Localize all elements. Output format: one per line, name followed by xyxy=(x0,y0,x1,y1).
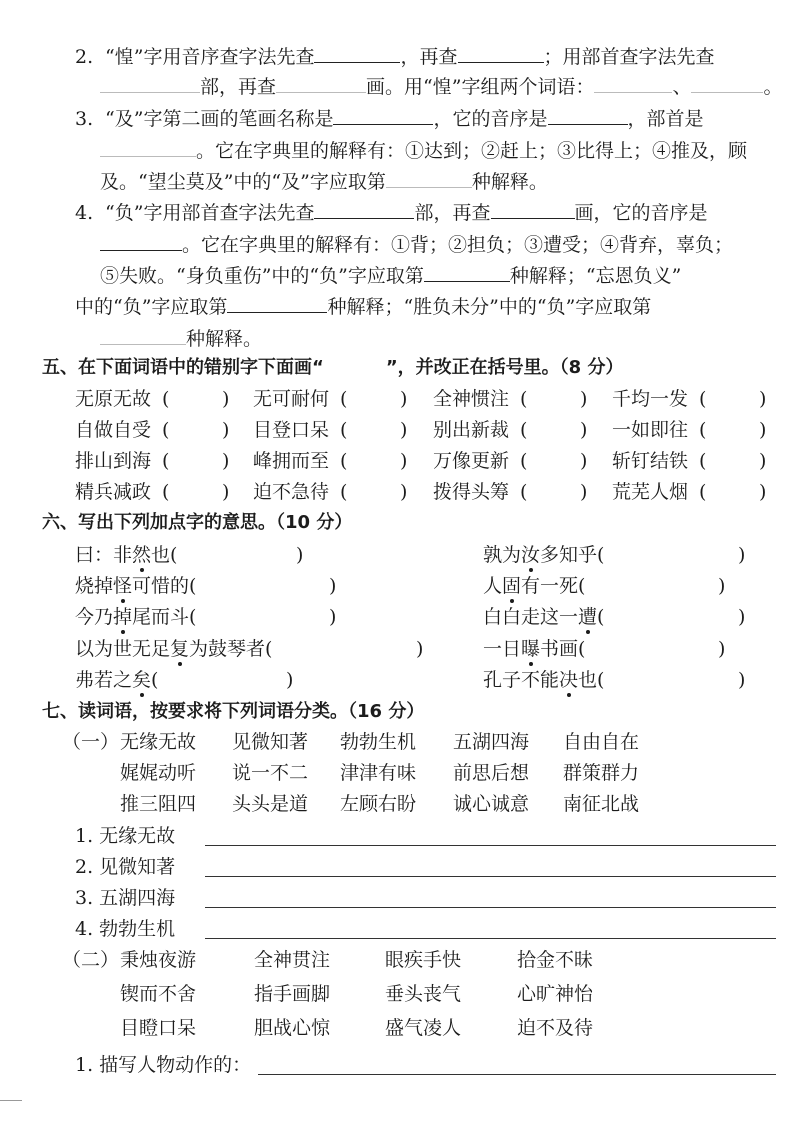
word-bank-item: 诚心诚意 xyxy=(453,793,530,815)
error-word: 斩钉结铁 xyxy=(612,450,689,472)
meaning-slot[interactable] xyxy=(658,607,734,627)
open-paren: ( xyxy=(578,575,586,597)
word-bank-item: 拾金不昧 xyxy=(517,949,594,971)
q4-text: ⑤失败。“身负重伤”中的“负”字应取第 xyxy=(100,265,424,287)
q4-text: 画，它的音序是 xyxy=(574,202,708,224)
open-paren: ( xyxy=(162,481,170,503)
meaning-slot[interactable] xyxy=(206,670,282,690)
answer-line[interactable] xyxy=(258,1074,776,1075)
answer-slot[interactable] xyxy=(350,420,398,440)
phrase xyxy=(75,668,158,692)
phrase xyxy=(483,605,604,629)
error-word: 目登口呆 xyxy=(253,419,330,441)
dotted-char: 固 xyxy=(502,575,522,597)
q4-number: 4. xyxy=(75,202,94,224)
word-bank-item: 胆战心惊 xyxy=(254,1017,331,1039)
meaning-slot[interactable] xyxy=(249,607,325,627)
word-bank-item: 眼疾手快 xyxy=(385,949,462,971)
meaning-slot[interactable] xyxy=(658,670,734,690)
q4-text: 种解释；“胜负未分”中的“负”字应取第 xyxy=(327,296,652,318)
open-paren: ( xyxy=(520,419,528,441)
open-paren: ( xyxy=(699,481,707,503)
q3-text: 及。“望尘莫及”中的“及”字应取第 xyxy=(100,171,386,193)
q4-line-4 xyxy=(75,294,651,319)
q2-blank-word-2[interactable] xyxy=(691,74,763,93)
error-word: 荒芜人烟 xyxy=(612,481,689,503)
q4-text: 种解释；“忘恩负义” xyxy=(509,265,682,287)
answer-slot[interactable] xyxy=(709,482,757,502)
answer-line[interactable] xyxy=(205,876,776,877)
word-bank-item: 指手画脚 xyxy=(254,983,331,1005)
phrase-text: 以为世无足 xyxy=(75,638,171,660)
answer-line[interactable] xyxy=(205,845,776,846)
word-bank-item: 盛气凌人 xyxy=(385,1017,462,1039)
word-bank-item: 头头是道 xyxy=(232,793,309,815)
answer-slot[interactable] xyxy=(172,451,220,471)
q2-line-1 xyxy=(75,44,715,69)
error-word: 无可耐何 xyxy=(253,388,330,410)
close-paren: ) xyxy=(759,419,767,441)
phrase-text: 也 xyxy=(578,669,598,691)
q2-text: “惶”字用音序查字法先查 xyxy=(105,46,315,68)
close-paren: ) xyxy=(759,450,767,472)
close-paren: ) xyxy=(329,606,337,628)
dotted-char: 汝 xyxy=(521,544,541,566)
close-paren: ) xyxy=(400,481,408,503)
error-word: 迫不急待 xyxy=(253,481,330,503)
close-paren: ) xyxy=(738,606,746,628)
close-paren: ) xyxy=(222,481,230,503)
category-label: 1. 无缘无故 xyxy=(75,825,176,847)
word-bank-item: 前思后想 xyxy=(453,762,530,784)
q2-blank-syllable[interactable] xyxy=(458,44,544,63)
dotted-char: 曝 xyxy=(521,638,541,660)
close-paren: ) xyxy=(580,419,588,441)
close-paren: ) xyxy=(222,450,230,472)
error-word: 一如即往 xyxy=(612,419,689,441)
open-paren: ( xyxy=(265,638,273,660)
answer-line[interactable] xyxy=(205,907,776,908)
error-word: 别出新裁 xyxy=(433,419,510,441)
open-paren: ( xyxy=(340,419,348,441)
phrase-text: 白白走这一 xyxy=(483,606,579,628)
answer-slot[interactable] xyxy=(350,389,398,409)
error-word: 峰拥而至 xyxy=(253,450,330,472)
error-word: 万像更新 xyxy=(433,450,510,472)
error-word: 全神惯注 xyxy=(433,388,510,410)
q3-blank-pinyin[interactable] xyxy=(548,106,628,125)
phrase-text: 书画 xyxy=(540,638,579,660)
meaning-slot[interactable] xyxy=(249,576,325,596)
phrase xyxy=(75,574,196,598)
q3-blank-meaning[interactable] xyxy=(386,169,472,188)
q2-blank-pinyin[interactable] xyxy=(314,44,400,63)
category-label: 1. 描写人物动作的： xyxy=(75,1054,252,1076)
q4-blank-strokes[interactable] xyxy=(491,200,575,219)
q4-line-5 xyxy=(100,326,262,351)
word-bank-item: 秉烛夜游 xyxy=(120,949,197,971)
phrase-text: 一日 xyxy=(483,638,522,660)
q3-text: “及”字第二画的笔画名称是 xyxy=(105,108,334,130)
word-bank-item: 见微知著 xyxy=(232,731,309,753)
q4-line-2 xyxy=(100,232,733,257)
q4-blank-meaning-2[interactable] xyxy=(227,294,327,313)
q4-text: “负”字用部首查字法先查 xyxy=(105,202,315,224)
part-2-category-1 xyxy=(75,1053,251,1077)
dotted-char: 然 xyxy=(132,544,152,566)
open-paren: ( xyxy=(520,450,528,472)
q2-text: ；用部首查字法先查 xyxy=(543,46,715,68)
word-bank-item: 娓娓动听 xyxy=(120,762,197,784)
dotted-char: 矣 xyxy=(132,669,152,691)
open-paren: ( xyxy=(162,419,170,441)
q2-text: 。 xyxy=(763,76,783,98)
meaning-slot[interactable] xyxy=(638,639,714,659)
meaning-slot[interactable] xyxy=(216,545,292,565)
q4-blank-meaning-3[interactable] xyxy=(100,326,186,345)
phrase-text: 烧掉 xyxy=(75,575,114,597)
section-5-title xyxy=(42,356,623,380)
q3-line-1 xyxy=(75,106,704,131)
phrase-text: 曰：非 xyxy=(75,544,133,566)
q3-text: ，部首是 xyxy=(627,108,704,130)
open-paren: ( xyxy=(699,419,707,441)
close-paren: ) xyxy=(580,450,588,472)
q4-blank-radical[interactable] xyxy=(314,200,414,219)
answer-slot[interactable] xyxy=(530,420,578,440)
open-paren: ( xyxy=(520,388,528,410)
phrase xyxy=(483,574,585,598)
phrase-text: 弗若之 xyxy=(75,669,133,691)
phrase-text: 多知乎 xyxy=(540,544,598,566)
q4-blank-meaning-1[interactable] xyxy=(424,263,510,282)
answer-slot[interactable] xyxy=(530,482,578,502)
phrase xyxy=(75,605,196,629)
dotted-char: 掉 xyxy=(113,606,133,628)
close-paren: ) xyxy=(400,419,408,441)
open-paren: ( xyxy=(340,388,348,410)
word-bank-item: 南征北战 xyxy=(563,793,640,815)
dotted-char: 遭 xyxy=(578,606,598,628)
close-paren: ) xyxy=(718,575,726,597)
close-paren: ) xyxy=(296,544,304,566)
answer-slot[interactable] xyxy=(709,420,757,440)
word-bank-item: 群策群力 xyxy=(563,762,640,784)
q4-text: 中的“负”字应取第 xyxy=(75,296,228,318)
answer-slot[interactable] xyxy=(172,482,220,502)
open-paren: ( xyxy=(189,606,197,628)
category-label: 4. 勃勃生机 xyxy=(75,918,176,940)
answer-line[interactable] xyxy=(205,938,776,939)
close-paren: ) xyxy=(400,388,408,410)
word-bank-item: 自由自在 xyxy=(563,731,640,753)
q3-line-2 xyxy=(100,138,747,163)
q2-number: 2. xyxy=(75,46,94,68)
error-word: 自做自受 xyxy=(75,419,152,441)
q2-text: 部，再查 xyxy=(200,76,277,98)
word-bank-item: 推三阻四 xyxy=(120,793,197,815)
close-paren: ) xyxy=(738,544,746,566)
q2-line-2 xyxy=(100,74,782,99)
category-label: 3. 五湖四海 xyxy=(75,887,176,909)
word-bank-item: 津津有味 xyxy=(340,762,417,784)
word-bank-item: 左顾右盼 xyxy=(340,793,417,815)
word-bank-item: 说一不二 xyxy=(232,762,309,784)
q4-text: 种解释。 xyxy=(186,328,263,350)
answer-slot[interactable] xyxy=(709,451,757,471)
phrase xyxy=(75,543,177,567)
q4-text: 。它在字典里的解释有：①背；②担负；③遭受；④背弃，辜负； xyxy=(182,234,734,256)
part-2-label: （二） xyxy=(62,949,120,971)
phrase-text: 有一死 xyxy=(521,575,579,597)
dotted-char: 怪 xyxy=(113,575,133,597)
open-paren: ( xyxy=(578,638,586,660)
meaning-slot[interactable] xyxy=(638,576,714,596)
part-1-label: （一） xyxy=(62,731,120,753)
q3-number: 3. xyxy=(75,108,94,130)
open-paren: ( xyxy=(170,544,178,566)
phrase-text: 可惜的 xyxy=(132,575,190,597)
error-word: 无原无故 xyxy=(75,388,152,410)
word-bank-item: 五湖四海 xyxy=(453,731,530,753)
answer-slot[interactable] xyxy=(350,451,398,471)
meaning-slot[interactable] xyxy=(336,639,412,659)
close-paren: ) xyxy=(400,450,408,472)
phrase-text: 今乃 xyxy=(75,606,114,628)
phrase-text: 尾而斗 xyxy=(132,606,190,628)
q3-text: 。它在字典里的解释有：①达到；②赶上；③比得上；④推及，顾 xyxy=(196,140,748,162)
open-paren: ( xyxy=(151,669,159,691)
q2-text: 、 xyxy=(672,76,692,98)
phrase xyxy=(483,543,604,567)
dotted-char: 决 xyxy=(559,669,579,691)
word-bank-item: 锲而不舍 xyxy=(120,983,197,1005)
q3-text: 种解释。 xyxy=(471,171,548,193)
phrase-text: 为鼓琴者 xyxy=(189,638,266,660)
q4-text: 部，再查 xyxy=(414,202,491,224)
open-paren: ( xyxy=(340,481,348,503)
section-5-title-b: ”，并改正在括号里。（8 分） xyxy=(385,357,624,378)
phrase xyxy=(483,668,604,692)
open-paren: ( xyxy=(597,544,605,566)
close-paren: ) xyxy=(759,388,767,410)
q2-blank-strokes[interactable] xyxy=(276,74,366,93)
answer-slot[interactable] xyxy=(709,389,757,409)
phrase-text: 也 xyxy=(151,544,171,566)
close-paren: ) xyxy=(738,669,746,691)
close-paren: ) xyxy=(222,419,230,441)
close-paren: ) xyxy=(222,388,230,410)
word-bank-item: 全神贯注 xyxy=(254,949,331,971)
phrase-text: 孔子不能 xyxy=(483,669,560,691)
close-paren: ) xyxy=(286,669,294,691)
meaning-slot[interactable] xyxy=(658,545,734,565)
section-6-title: 六、写出下列加点字的意思。（10 分） xyxy=(42,512,353,533)
open-paren: ( xyxy=(340,450,348,472)
q2-blank-radical[interactable] xyxy=(100,74,200,93)
open-paren: ( xyxy=(162,450,170,472)
phrase-text: 人 xyxy=(483,575,503,597)
close-paren: ) xyxy=(329,575,337,597)
q2-text: 画。用“惶”字组两个词语： xyxy=(366,76,595,98)
answer-slot[interactable] xyxy=(530,451,578,471)
page-corner-mark xyxy=(0,1100,22,1101)
section-5-title-a: 五、在下面词语中的错别字下面画“ xyxy=(42,357,324,378)
dotted-char: 复 xyxy=(170,638,190,660)
close-paren: ) xyxy=(580,388,588,410)
word-bank-item: 目瞪口呆 xyxy=(120,1017,197,1039)
answer-slot[interactable] xyxy=(350,482,398,502)
open-paren: ( xyxy=(597,606,605,628)
error-word: 排山到海 xyxy=(75,450,152,472)
q4-blank-pinyin[interactable] xyxy=(100,232,182,251)
word-bank-item: 勃勃生机 xyxy=(340,731,417,753)
word-bank-item: 垂头丧气 xyxy=(385,983,462,1005)
close-paren: ) xyxy=(759,481,767,503)
word-bank-item: 心旷神怡 xyxy=(517,983,594,1005)
word-bank-item: 无缘无故 xyxy=(120,731,197,753)
open-paren: ( xyxy=(597,669,605,691)
q2-text: ，再查 xyxy=(400,46,458,68)
open-paren: ( xyxy=(699,450,707,472)
open-paren: ( xyxy=(520,481,528,503)
q3-text: ，它的音序是 xyxy=(433,108,548,130)
q3-blank-radical[interactable] xyxy=(100,138,196,157)
answer-slot[interactable] xyxy=(172,420,220,440)
phrase-text: 孰为 xyxy=(483,544,522,566)
open-paren: ( xyxy=(189,575,197,597)
q3-blank-stroke-name[interactable] xyxy=(333,106,433,125)
section-7-title: 七、读词语，按要求将下列词语分类。（16 分） xyxy=(42,701,425,722)
error-word: 拨得头筹 xyxy=(433,481,510,503)
q4-line-3 xyxy=(100,263,681,288)
close-paren: ) xyxy=(580,481,588,503)
answer-slot[interactable] xyxy=(530,389,578,409)
open-paren: ( xyxy=(162,388,170,410)
open-paren: ( xyxy=(699,388,707,410)
phrase xyxy=(483,637,585,661)
close-paren: ) xyxy=(718,638,726,660)
answer-slot[interactable] xyxy=(172,389,220,409)
q3-line-3 xyxy=(100,169,548,194)
q2-blank-word-1[interactable] xyxy=(594,74,672,93)
category-label: 2. 见微知著 xyxy=(75,856,176,878)
word-bank-item: 迫不及待 xyxy=(517,1017,594,1039)
close-paren: ) xyxy=(416,638,424,660)
q4-line-1 xyxy=(75,200,708,225)
error-word: 千均一发 xyxy=(612,388,689,410)
error-word: 精兵减政 xyxy=(75,481,152,503)
phrase xyxy=(75,637,272,661)
